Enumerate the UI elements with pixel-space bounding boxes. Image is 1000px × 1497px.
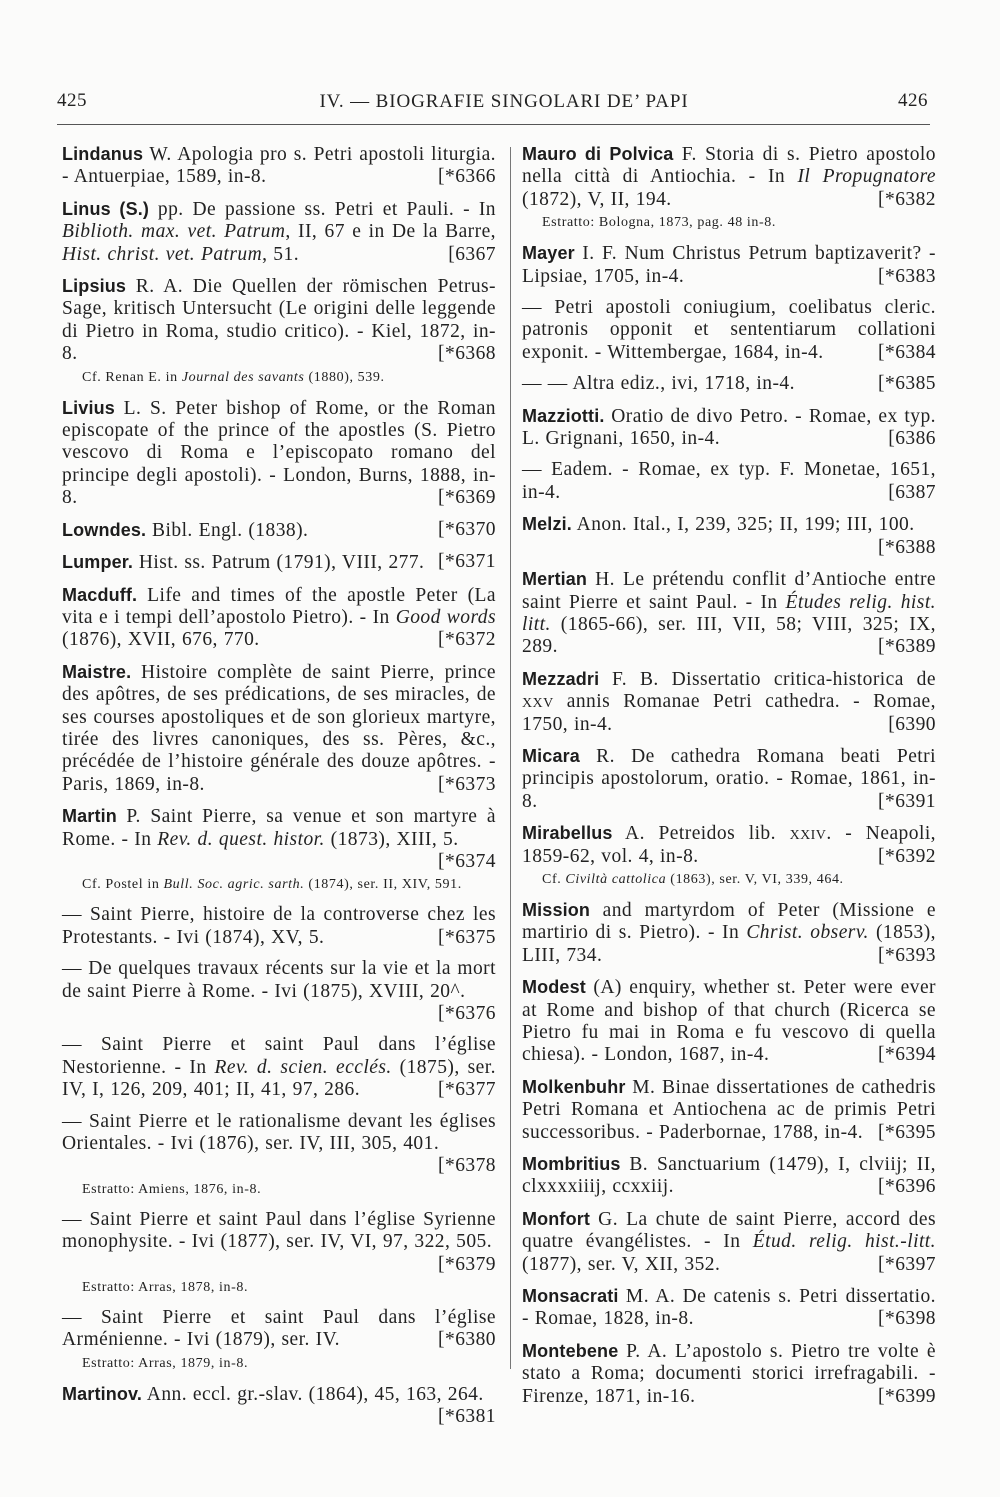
entry-number: [*6395 bbox=[878, 1121, 936, 1143]
bibliography-entry bbox=[522, 568, 936, 659]
entry-number: [*6372 bbox=[438, 629, 496, 651]
entry-body bbox=[62, 551, 496, 574]
entry-note bbox=[62, 1180, 496, 1200]
entry-text: . - Neapoli, 1859-62, vol. 4, in-8. bbox=[522, 823, 937, 867]
entry-text: (1874), ser. II, XIV, 591. bbox=[304, 877, 462, 893]
entry-text: Estratto: Bologna, 1873, pag. 48 in-8. bbox=[542, 215, 776, 231]
bibliography-entry bbox=[522, 1208, 936, 1276]
entry-body bbox=[522, 1076, 936, 1144]
entry-number: [*6383 bbox=[878, 265, 936, 287]
entry-body bbox=[522, 899, 936, 967]
entry-body bbox=[522, 405, 936, 451]
entry-text: M. Binae dissertationes de cathedris Petri Romana et Antiochena ac de primis Petri successoribus. - Paderbornae, 1788, in-4. bbox=[522, 1076, 936, 1143]
entry-number: [*6399 bbox=[878, 1385, 936, 1407]
entry-note bbox=[522, 870, 936, 890]
entry-body bbox=[62, 958, 496, 1025]
entry-author: Macduff. bbox=[62, 584, 138, 605]
entry-body bbox=[62, 1307, 496, 1352]
bibliography-entry bbox=[522, 513, 936, 559]
entry-author: Monsacrati bbox=[522, 1286, 619, 1307]
entry-note bbox=[62, 875, 496, 895]
entry-author: Maistre. bbox=[62, 661, 132, 682]
entry-text: (1877), ser. V, XII, 352. bbox=[522, 1253, 721, 1275]
entry-note bbox=[522, 213, 936, 233]
entry-author: Martinov. bbox=[62, 1383, 143, 1404]
entry-author: Montebene bbox=[522, 1340, 619, 1361]
entry-body bbox=[62, 805, 496, 873]
bibliography-entry bbox=[522, 1076, 936, 1144]
entry-author: Mezzadri bbox=[522, 668, 600, 689]
entry-text: (1872), V, II, 194. bbox=[522, 188, 672, 210]
entry-number: [*6396 bbox=[878, 1176, 936, 1198]
entry-body bbox=[522, 1285, 936, 1331]
entry-author: Mazziotti. bbox=[522, 405, 605, 426]
entry-text: , 51. bbox=[262, 243, 300, 265]
entry-text: B. Sanctuarium (1479), I, clviij; II, clxxxxiiij, ccxxiij. bbox=[522, 1154, 936, 1198]
bibliography-entry bbox=[62, 958, 496, 1025]
entry-author: Mayer bbox=[522, 243, 575, 264]
entry-text: Estratto: Arras, 1878, in-8. bbox=[82, 1280, 249, 1296]
bibliography-entry bbox=[522, 745, 936, 813]
entry-body bbox=[62, 198, 496, 266]
entry-number: [*6370 bbox=[438, 518, 496, 540]
entry-body bbox=[522, 513, 936, 559]
bibliography-entry bbox=[62, 661, 496, 796]
entry-text: Histoire complète de saint Pierre, prince des apôtres, de ses prédications, de ses miracles, de ses courses apostoliques et de son glorieux martyre, tirée des livres canoniques, des ss. Pères, &c., précédée de l’histoire générale des douze apôtres. - Paris, 1869, in-8. bbox=[62, 661, 496, 795]
entry-author: Lowndes. bbox=[62, 519, 147, 540]
entry-number: [*6382 bbox=[878, 188, 936, 210]
entry-text: (1853), LIII, 734. bbox=[522, 922, 936, 966]
bibliography-entry bbox=[522, 373, 936, 395]
entry-text: R. A. Die Quellen der römischen Petrus-Sage, kritisch Untersucht (Le origini delle leggende di Pietro in Roma, studio critico). - Kiel, 1872, in-8. bbox=[62, 276, 496, 365]
running-title: IV. — BIOGRAFIE SINGOLARI DE’ PAPI bbox=[319, 91, 689, 112]
entry-text: — Eadem. - Romae, ex typ. F. Monetae, 1651, in-4. bbox=[522, 459, 936, 503]
entry-title-italic: Rev. d. quest. histor. bbox=[157, 828, 325, 850]
entry-title-italic: Il Propugnatore bbox=[797, 166, 936, 188]
entry-text: — De quelques travaux récents sur la vie et la mort de saint Pierre à Rome. - Ivi (1875), XVIII, 20^. bbox=[62, 958, 496, 1002]
page-number-right: 426 bbox=[898, 90, 928, 111]
entry-body bbox=[62, 904, 496, 949]
entry-number: [*6398 bbox=[878, 1308, 936, 1330]
entry-author: Mombritius bbox=[522, 1154, 621, 1175]
entry-text: P. A. L’apostolo s. Pietro tre volte è stato a Roma; documenti storici irrefragabili. - Firenze, 1871, in-16. bbox=[522, 1340, 936, 1407]
entry-author: Mauro di Polvica bbox=[522, 144, 674, 164]
entry-body bbox=[522, 568, 936, 659]
entry-title-italic: Rev. d. scien. ecclés. bbox=[214, 1056, 392, 1078]
entry-number: [*6375 bbox=[438, 926, 496, 948]
entry-text: Cf. Renan E. in bbox=[82, 369, 182, 385]
entry-body bbox=[522, 822, 936, 868]
entry-text: F. Storia di s. Pietro apostolo nella città di Antiochia. - In bbox=[522, 144, 936, 188]
entry-body bbox=[62, 1034, 496, 1101]
entry-text: (1880), 539. bbox=[304, 369, 385, 385]
bibliography-entry bbox=[62, 1034, 496, 1101]
bibliography-entry bbox=[522, 297, 936, 364]
bibliography-entry bbox=[522, 668, 936, 736]
entry-body bbox=[62, 275, 496, 366]
entry-body bbox=[62, 661, 496, 796]
entry-number: [*6369 bbox=[438, 487, 496, 509]
entry-text: annis Romanae Petri cathedra. - Romae, 1750, in-4. bbox=[522, 691, 936, 735]
page-number-left: 425 bbox=[57, 90, 87, 111]
entry-note bbox=[62, 1354, 496, 1374]
entry-author: Livius bbox=[62, 397, 115, 418]
entry-body bbox=[62, 1209, 496, 1276]
entry-number: [*6385 bbox=[878, 373, 936, 395]
entry-body bbox=[522, 1208, 936, 1276]
entry-author: Mertian bbox=[522, 569, 588, 590]
entry-text: R. De cathedra Romana beati Petri principis apostolorum, oratio. - Romae, 1861, in-8. bbox=[522, 745, 936, 812]
left-column bbox=[62, 143, 496, 1438]
entry-body bbox=[522, 668, 936, 736]
bibliography-entry bbox=[522, 459, 936, 504]
entry-text: Oratio de divo Petro. - Romae, ex typ. L. Grignani, 1650, in-4. bbox=[522, 405, 936, 450]
entry-number: [6367 bbox=[448, 243, 496, 265]
entry-title-italic: Hist. christ. vet. Patrum bbox=[62, 243, 263, 265]
entry-text: (1875), ser. IV, I, 126, 209, 401; II, 41, 97, 286. bbox=[62, 1056, 496, 1101]
entry-text: — Saint Pierre et saint Paul dans l’église Nestorienne. - In bbox=[62, 1034, 496, 1078]
entry-author: Modest bbox=[522, 977, 586, 998]
entry-body bbox=[522, 297, 936, 364]
entry-text: Estratto: Amiens, 1876, in-8. bbox=[82, 1181, 262, 1197]
entry-author: Micara bbox=[522, 745, 580, 766]
entry-number: [*6397 bbox=[878, 1253, 936, 1275]
entry-author: Mirabellus bbox=[522, 823, 613, 844]
entry-number: [6386 bbox=[888, 428, 936, 450]
entry-number: [*6392 bbox=[878, 845, 936, 867]
bibliography-entry bbox=[62, 584, 496, 652]
entry-text: — — Altra ediz., ivi, 1718, in-4. bbox=[522, 373, 795, 395]
bibliography-entry bbox=[62, 904, 496, 949]
bibliography-entry bbox=[522, 1340, 936, 1408]
entry-body bbox=[522, 1340, 936, 1408]
entry-body bbox=[62, 519, 496, 542]
entry-number: [*6394 bbox=[878, 1044, 936, 1066]
entry-number: [*6368 bbox=[438, 343, 496, 365]
entry-author: Lipsius bbox=[62, 276, 127, 297]
entry-text: Estratto: Arras, 1879, in-8. bbox=[82, 1355, 249, 1371]
entry-text: — Saint Pierre et saint Paul dans l’église Arménienne. - Ivi (1879), ser. IV. bbox=[62, 1307, 496, 1351]
bibliography-entry bbox=[62, 1111, 496, 1200]
entry-text: (1863), ser. V, VI, 339, 464. bbox=[666, 871, 844, 887]
entry-title-italic: Journal des savants bbox=[181, 369, 305, 385]
entry-text: — Saint Pierre et saint Paul dans l’église Syrienne monophysite. - Ivi (1877), ser. IV, VI, 97, 322, 505. bbox=[62, 1208, 496, 1253]
entry-title-italic: Civiltà cattolica bbox=[565, 871, 667, 887]
column-divider bbox=[510, 147, 511, 1369]
entry-number: [*6384 bbox=[878, 341, 936, 363]
entry-title-italic: Biblioth. max. vet. Patrum bbox=[62, 221, 286, 243]
entry-text: H. Le prétendu conflit d’Antioche entre saint Pierre et saint Paul. - In bbox=[522, 569, 936, 613]
entry-note bbox=[62, 1278, 496, 1298]
entry-text: Cf. bbox=[542, 871, 566, 887]
entry-text: L. S. Peter bishop of Rome, or the Roman episcopate of the prince of the apostles (S. Pietro vescovo di Roma e l’episcopato romano del principe degli apostoli). - London, Burns, 1888, in-8. bbox=[62, 397, 496, 509]
entry-body bbox=[522, 976, 936, 1067]
entry-text: (A) enquiry, whether st. Peter were ever at Rome and bishop of that church (Ricerca se Pietro fu mai in Roma e fu vescovo di quella chiesa). - London, 1687, in-4. bbox=[522, 977, 936, 1066]
entry-small-caps: xxiv bbox=[789, 823, 827, 845]
bibliography-entry bbox=[62, 805, 496, 895]
entry-text: P. Saint Pierre, sa venue et son martyre à Rome. - In bbox=[62, 806, 496, 850]
entry-title-italic: Christ. observ. bbox=[746, 922, 869, 944]
entry-number: [*6377 bbox=[438, 1079, 496, 1101]
entry-body bbox=[62, 584, 496, 652]
bibliography-entry bbox=[522, 899, 936, 967]
entry-text: (1873), XIII, 5. bbox=[324, 828, 459, 850]
entry-text: Cf. Postel in bbox=[82, 877, 164, 893]
entry-number: [*6378 bbox=[438, 1155, 496, 1177]
entry-text: — Saint Pierre et le rationalisme devant les églises Orientales. - Ivi (1876), ser. IV, III, 305, 401. bbox=[62, 1110, 496, 1155]
bibliography-entry bbox=[62, 551, 496, 574]
entry-author: Martin bbox=[62, 806, 117, 827]
bibliography-entry bbox=[62, 519, 496, 542]
entry-text: (1876), XVII, 676, 770. bbox=[62, 629, 260, 651]
entry-text: pp. De passione ss. Petri et Pauli. - In bbox=[149, 198, 497, 220]
entry-number: [6390 bbox=[888, 713, 936, 735]
entry-author: Lumper. bbox=[62, 552, 134, 573]
entry-text: , II, 67 e in De la Barre, bbox=[285, 221, 497, 243]
header-rule bbox=[57, 124, 930, 125]
entry-number: [*6388 bbox=[878, 536, 936, 558]
entry-body bbox=[62, 1383, 496, 1429]
entry-text: Hist. ss. Patrum (1791), VIII, 277. bbox=[133, 552, 425, 574]
entry-body bbox=[522, 1153, 936, 1199]
entry-text: W. Apologia pro s. Petri apostoli liturgia. - Antuerpiae, 1589, in-8. bbox=[62, 144, 496, 188]
entry-body bbox=[522, 242, 936, 288]
entry-text: Anon. Ital., I, 239, 325; II, 199; III, 100. bbox=[571, 514, 915, 536]
entry-number: [*6371 bbox=[438, 551, 496, 573]
entry-text: — Saint Pierre, histoire de la controverse chez les Protestants. - Ivi (1874), XV, 5. bbox=[62, 904, 496, 948]
bibliography-entry bbox=[522, 242, 936, 288]
entry-number: [*6366 bbox=[438, 166, 496, 188]
entry-text: Ann. eccl. gr.-slav. (1864), 45, 163, 264. bbox=[142, 1383, 484, 1405]
entry-author: Monfort bbox=[522, 1208, 591, 1229]
entry-number: [*6381 bbox=[438, 1406, 496, 1428]
entry-number: [*6374 bbox=[438, 850, 496, 872]
entry-note bbox=[62, 368, 496, 388]
entry-text: M. A. De catenis s. Petri dissertatio. - Romae, 1828, in-8. bbox=[522, 1286, 936, 1330]
entry-text: A. Petreidos lib. bbox=[612, 823, 790, 845]
entry-author: Mission bbox=[522, 899, 591, 920]
entry-body bbox=[62, 1111, 496, 1178]
entry-body bbox=[62, 397, 496, 510]
bibliography-entry bbox=[62, 198, 496, 266]
entry-text: — Petri apostoli coniugium, coelibatus cleric. patronis opponit et sententiarum collationi exponit. - Wittembergae, 1684, in-4. bbox=[522, 297, 936, 363]
bibliography-entry bbox=[62, 1209, 496, 1298]
entry-text: Bibl. Engl. (1838). bbox=[146, 519, 309, 541]
entry-body bbox=[522, 373, 936, 395]
bibliography-entry bbox=[62, 1307, 496, 1374]
entry-number: [*6391 bbox=[878, 790, 936, 812]
entry-small-caps: xxv bbox=[522, 691, 554, 713]
entry-number: [*6373 bbox=[438, 773, 496, 795]
entry-number: [*6389 bbox=[878, 636, 936, 658]
bibliography-entry bbox=[62, 143, 496, 189]
entry-author: Linus (S.) bbox=[62, 198, 150, 219]
entry-author: Melzi. bbox=[522, 514, 572, 535]
entry-text: and martyrdom of Peter (Missione e martirio di s. Pietro). - In bbox=[522, 899, 936, 944]
entry-text: (1865-66), ser. III, VII, 58; VIII, 325; IX, 289. bbox=[522, 613, 936, 658]
entry-number: [*6376 bbox=[438, 1003, 496, 1024]
bibliography-entry bbox=[522, 822, 936, 890]
entry-title-italic: Étud. relig. hist.-litt. bbox=[752, 1231, 937, 1253]
entry-number: [*6380 bbox=[438, 1329, 496, 1351]
entry-number: [*6379 bbox=[438, 1253, 496, 1275]
bibliography-entry bbox=[522, 976, 936, 1067]
entry-author: Molkenbuhr bbox=[522, 1076, 626, 1097]
entry-title-italic: Études relig. hist. litt. bbox=[522, 591, 937, 635]
entry-body bbox=[62, 143, 496, 189]
bibliography-entry bbox=[522, 143, 936, 233]
bibliography-entry bbox=[62, 1383, 496, 1429]
entry-text: F. B. Dissertatio critica-historica de bbox=[599, 668, 936, 690]
entry-body bbox=[522, 745, 936, 813]
entry-title-italic: Bull. Soc. agric. sarth. bbox=[163, 877, 305, 893]
entry-body bbox=[522, 459, 936, 504]
bibliography-entry bbox=[62, 397, 496, 510]
entry-text: Life and times of the apostle Peter (La vita e i tempi dell’apostolo Pietro). - In bbox=[62, 584, 496, 628]
bibliography-entry bbox=[62, 275, 496, 388]
entry-number: [*6393 bbox=[878, 944, 936, 966]
bibliography-entry bbox=[522, 1153, 936, 1199]
bibliography-entry bbox=[522, 1285, 936, 1331]
entry-author: Lindanus bbox=[62, 144, 144, 164]
right-column bbox=[522, 143, 936, 1417]
bibliography-entry bbox=[522, 405, 936, 451]
entry-number: [6387 bbox=[888, 481, 936, 503]
entry-text: I. F. Num Christus Petrum baptizaverit? - Lipsiae, 1705, in-4. bbox=[522, 243, 936, 287]
entry-title-italic: Good words bbox=[395, 606, 496, 628]
entry-body bbox=[522, 143, 936, 211]
entry-text: G. La chute de saint Pierre, accord des quatre évangélistes. - In bbox=[522, 1208, 936, 1253]
